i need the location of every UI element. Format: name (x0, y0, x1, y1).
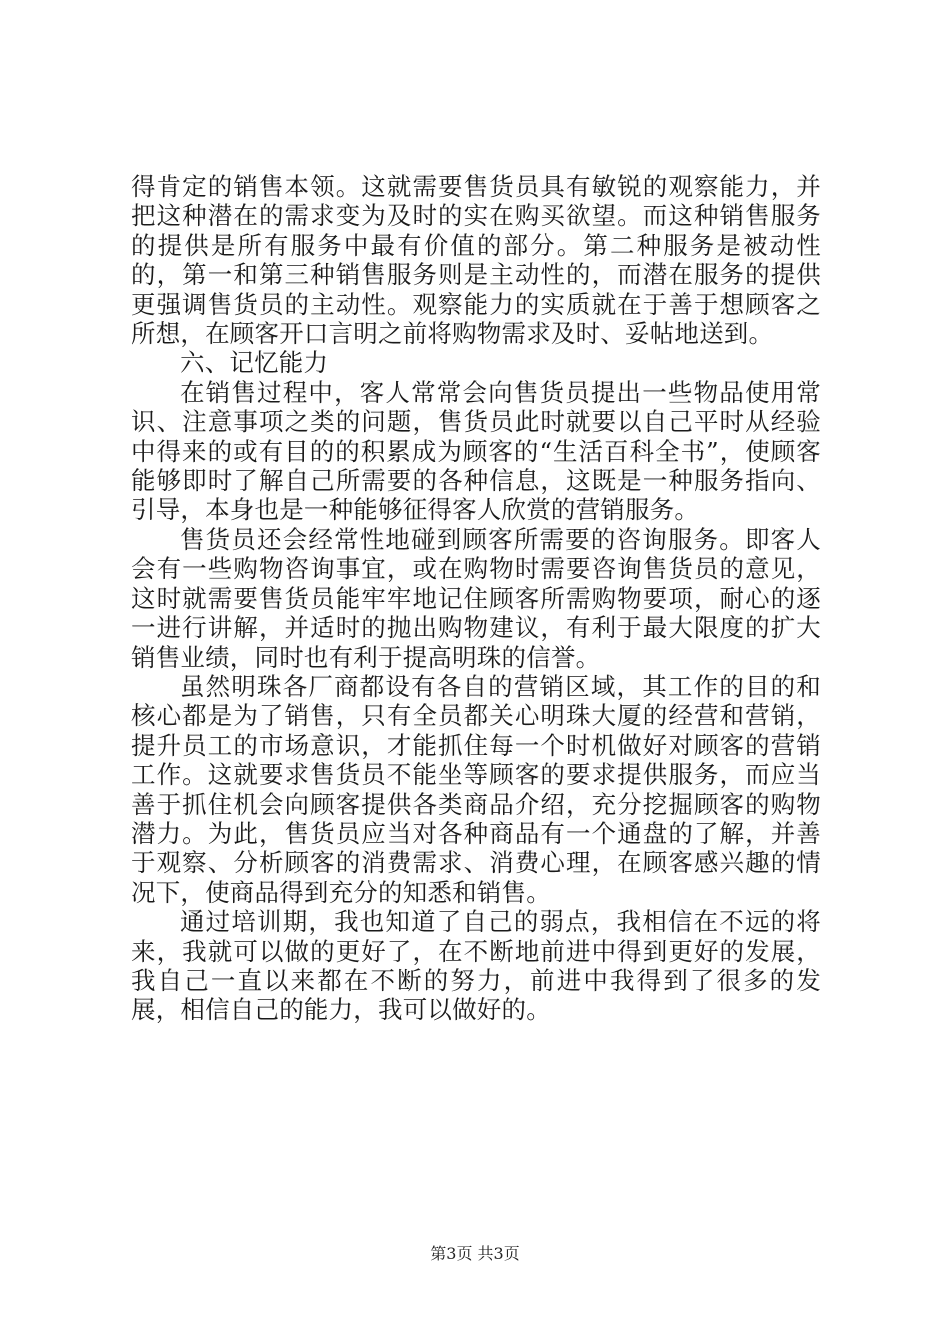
body-text (131, 172, 821, 1025)
page-footer (0, 1244, 950, 1264)
paragraph-consulting-service: 售货员还会经常性地碰到顾客所需要的咨询服务。即客人会有一些购物咨询事宜，或在购物时需要咨询售货员的意见，这时就需要售货员能牢牢地记住顾客所需购物要项，耐心的逐一进行讲解，并适时的抛出购物建议，有利于最大限度的扩大销售业绩，同时也有利于提高明珠的信誉。 (131, 524, 821, 672)
section-heading-memory: 六、记忆能力 (180, 348, 329, 378)
page-number: 第3页 共3页 (430, 1244, 520, 1263)
paragraph-conclusion: 通过培训期，我也知道了自己的弱点，我相信在不远的将来，我就可以做的更好了，在不断地前进中得到更好的发展，我自己一直以来都在不断的努力，前进中我得到了很多的发展，相信自己的能力，我可以做好的。 (131, 907, 821, 1025)
paragraph-observation-continued: 得肯定的销售本领。这就需要售货员具有敏锐的观察能力，并把这种潜在的需求变为及时的实在购买欲望。而这种销售服务的提供是所有服务中最有价值的部分。第二种服务是被动性的，第一和第三种销售服务则是主动性的，而潜在服务的提供更强调售货员的主动性。观察能力的实质就在于善于想顾客之所想，在顾客开口言明之前将购物需求及时、妥帖地送到。 (131, 172, 821, 349)
paragraph-sales-process: 在销售过程中，客人常常会向售货员提出一些物品使用常识、注意事项之类的问题，售货员此时就要以自己平时从经验中得来的或有目的的积累成为顾客的“生活百科全书”，使顾客能够即时了解自己所需要的各种信息，这既是一种服务指向、引导，本身也是一种能够征得客人欣赏的营销服务。 (131, 377, 821, 525)
paragraph-marketing-area: 虽然明珠各厂商都设有各自的营销区域，其工作的目的和核心都是为了销售，只有全员都关心明珠大厦的经营和营销，提升员工的市场意识，才能抓住每一个时机做好对顾客的营销工作。这就要求售货员不能坐等顾客的要求提供服务，而应当善于抓住机会向顾客提供各类商品介绍，充分挖掘顾客的购物潜力。为此，售货员应当对各种商品有一个通盘的了解，并善于观察、分析顾客的消费需求、消费心理，在顾客感兴趣的情况下，使商品得到充分的知悉和销售。 (131, 671, 821, 907)
